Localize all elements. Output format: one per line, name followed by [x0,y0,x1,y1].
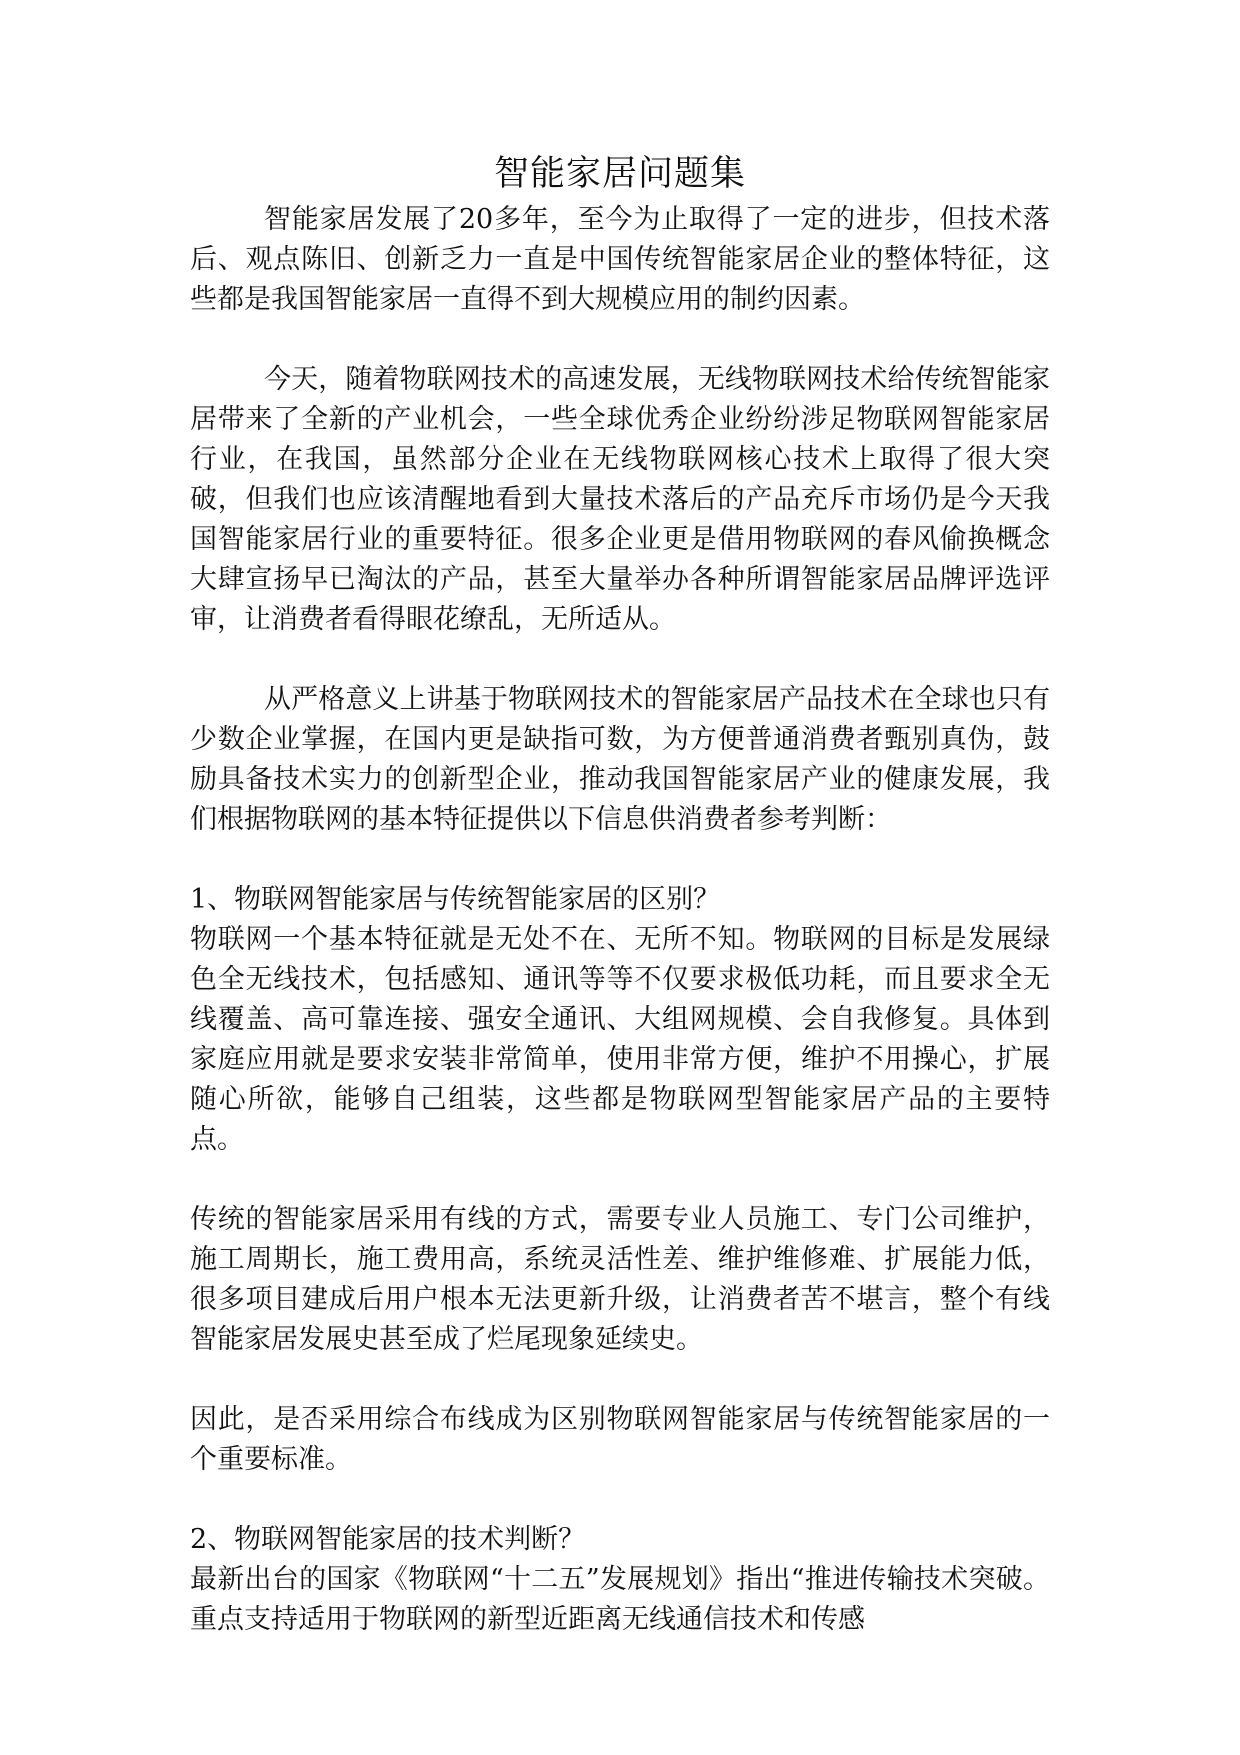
paragraph-spacer [190,840,1050,880]
document-title: 智能家居问题集 [493,154,746,194]
section-1-paragraph-1: 物联网一个基本特征就是无处不在、无所不知。物联网的目标是发展绿色全无线技术，包括感知、通讯等等不仅要求极低功耗，而且要求全无线覆盖、高可靠连接、强安全通讯、大组网规模、会自我修复。具体到家庭应用就是要求安装非常简单，使用非常方便，维护不用操心，扩展随心所欲，能够自己组装，这些都是物联网型智能家居产品的主要特点。 [190,924,1050,1155]
section-1-heading: 1、物联网智能家居与传统智能家居的区别？ [190,884,721,915]
section-1-paragraph-3: 因此，是否采用综合布线成为区别物联网智能家居与传统智能家居的一个重要标准。 [190,1404,1050,1475]
intro-paragraph-3: 从严格意义上讲基于物联网技术的智能家居产品技术在全球也只有少数企业掌握，在国内更是缺指可数，为方便普通消费者甄别真伪，鼓励具备技术实力的创新型企业，推动我国智能家居产业的健康发展，我们根据物联网的基本特征提供以下信息供消费者参考判断： [190,684,1050,835]
paragraph-spacer [190,1480,1050,1520]
section-1-paragraph-2: 传统的智能家居采用有线的方式，需要专业人员施工、专门公司维护，施工周期长，施工费用高，系统灵活性差、维护维修难、扩展能力低，很多项目建成后用户根本无法更新升级，让消费者苦不堪言，整个有线智能家居发展史甚至成了烂尾现象延续史。 [190,1204,1050,1355]
section-2-paragraph-1: 最新出台的国家《物联网“十二五”发展规划》指出“推进传输技术突破。重点支持适用于物联网的新型近距离无线通信技术和传感 [190,1564,1050,1635]
paragraph-spacer [190,1160,1050,1200]
document-page [190,150,1050,1640]
paragraph-spacer [190,640,1050,680]
paragraph-spacer [190,1360,1050,1400]
section-2-heading: 2、物联网智能家居的技术判断？ [190,1524,586,1555]
intro-paragraph-2: 今天，随着物联网技术的高速发展，无线物联网技术给传统智能家居带来了全新的产业机会，一些全球优秀企业纷纷涉足物联网智能家居行业，在我国，虽然部分企业在无线物联网核心技术上取得了很大突破，但我们也应该清醒地看到大量技术落后的产品充斥市场仍是今天我国智能家居行业的重要特征。很多企业更是借用物联网的春风偷换概念大肆宣扬早已淘汰的产品，甚至大量举办各种所谓智能家居品牌评选评审，让消费者看得眼花缭乱，无所适从。 [190,364,1050,635]
paragraph-spacer [190,320,1050,360]
intro-paragraph-1: 智能家居发展了20多年，至今为止取得了一定的进步，但技术落后、观点陈旧、创新乏力一直是中国传统智能家居企业的整体特征，这些都是我国智能家居一直得不到大规模应用的制约因素。 [190,204,1050,315]
